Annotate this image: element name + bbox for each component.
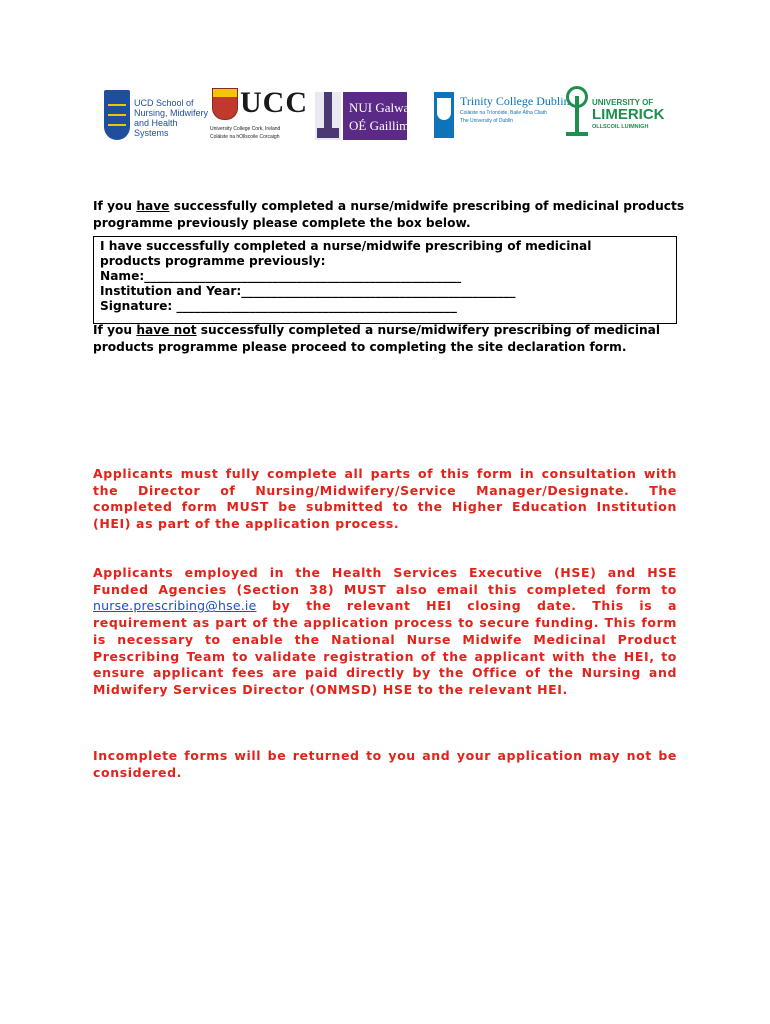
ul-logo-line1: UNIVERSITY OF [592, 98, 654, 107]
tcd-logo-line2: Coláiste na Tríonóide, Baile Átha Cliath [460, 110, 547, 116]
ucc-logo-line2: Coláiste na hOllscoile Corcaigh [210, 134, 280, 140]
partner-logos [100, 84, 670, 146]
nuig-logo [315, 84, 416, 146]
tcd-logo [434, 84, 570, 146]
nuig-logo-line1: NUI Galway [349, 100, 416, 115]
consultation-notice: Applicants must fully complete all parts of this form in consultation with the Director of Nursing/Midwifery/Service Manager/Designate. The completed form MUST be submitted to the Higher Education Institution (HEI) as part of the application process. [93, 466, 677, 532]
tree-icon [566, 86, 588, 136]
previous-completion-instruction: If you have successfully completed a nurse/midwife prescribing of medicinal products programme previously please complete the box below. [93, 199, 685, 230]
clock-tower-icon [315, 92, 341, 140]
ucc-crest-icon [212, 88, 238, 120]
ucc-logo-line1: University College Cork, Ireland [210, 126, 281, 132]
ul-logo-line2: LIMERICK [592, 106, 665, 123]
hse-email-notice: Applicants employed in the Health Services Executive (HSE) and HSE Funded Agencies (Section 38) MUST also email this completed form to nurse.prescribing@hse.ie by the relevant HEI closing date. This is a requirement as part of the application process to secure funding. This form is necessary to enable the National Nurse Midwife Medicinal Product Prescribing Team to validate registration of the applicant with the HEI, to ensure applicant fees are paid directly by the Office of the Nursing and Midwifery Services Director (ONMSD) HSE to the relevant HEI. [93, 565, 677, 697]
ul-logo-line3: OLLSCOIL LUIMNIGH [592, 124, 649, 130]
ucd-logo-text: UCD School of Nursing, Midwifery and Health Systems [134, 98, 209, 138]
tcd-logo-name: Trinity College Dublin [460, 94, 570, 108]
incomplete-forms-notice: Incomplete forms will be returned to you and your application may not be considered. [93, 748, 677, 780]
name-field[interactable]: Name:____________________________________________________ [100, 269, 462, 283]
email-link[interactable]: nurse.prescribing@hse.ie [93, 598, 257, 614]
box-statement-line2: products programme previously: [100, 254, 326, 268]
not-completed-instruction: If you have not successfully completed a nurse/midwifery prescribing of medicinal products programme please proceed to completing the site declaration form. [93, 323, 661, 354]
ul-logo [564, 84, 670, 146]
signature-field[interactable]: Signature: ______________________________________________ [100, 299, 457, 313]
box-statement-line1: I have successfully completed a nurse/midwife prescribing of medicinal [100, 239, 592, 253]
ucc-logo-name: UCC [240, 86, 308, 119]
ucd-shield-icon [104, 90, 130, 140]
previous-completion-box [93, 236, 677, 324]
tcd-crest-icon [437, 98, 451, 120]
ucd-logo [100, 84, 208, 146]
institution-year-field[interactable]: Institution and Year:_____________________________________________ [100, 284, 516, 298]
nuig-logo-line2: OÉ Gaillimh [349, 118, 416, 133]
tcd-logo-line3: The University of Dublin [460, 118, 514, 124]
ucc-logo [210, 84, 306, 146]
